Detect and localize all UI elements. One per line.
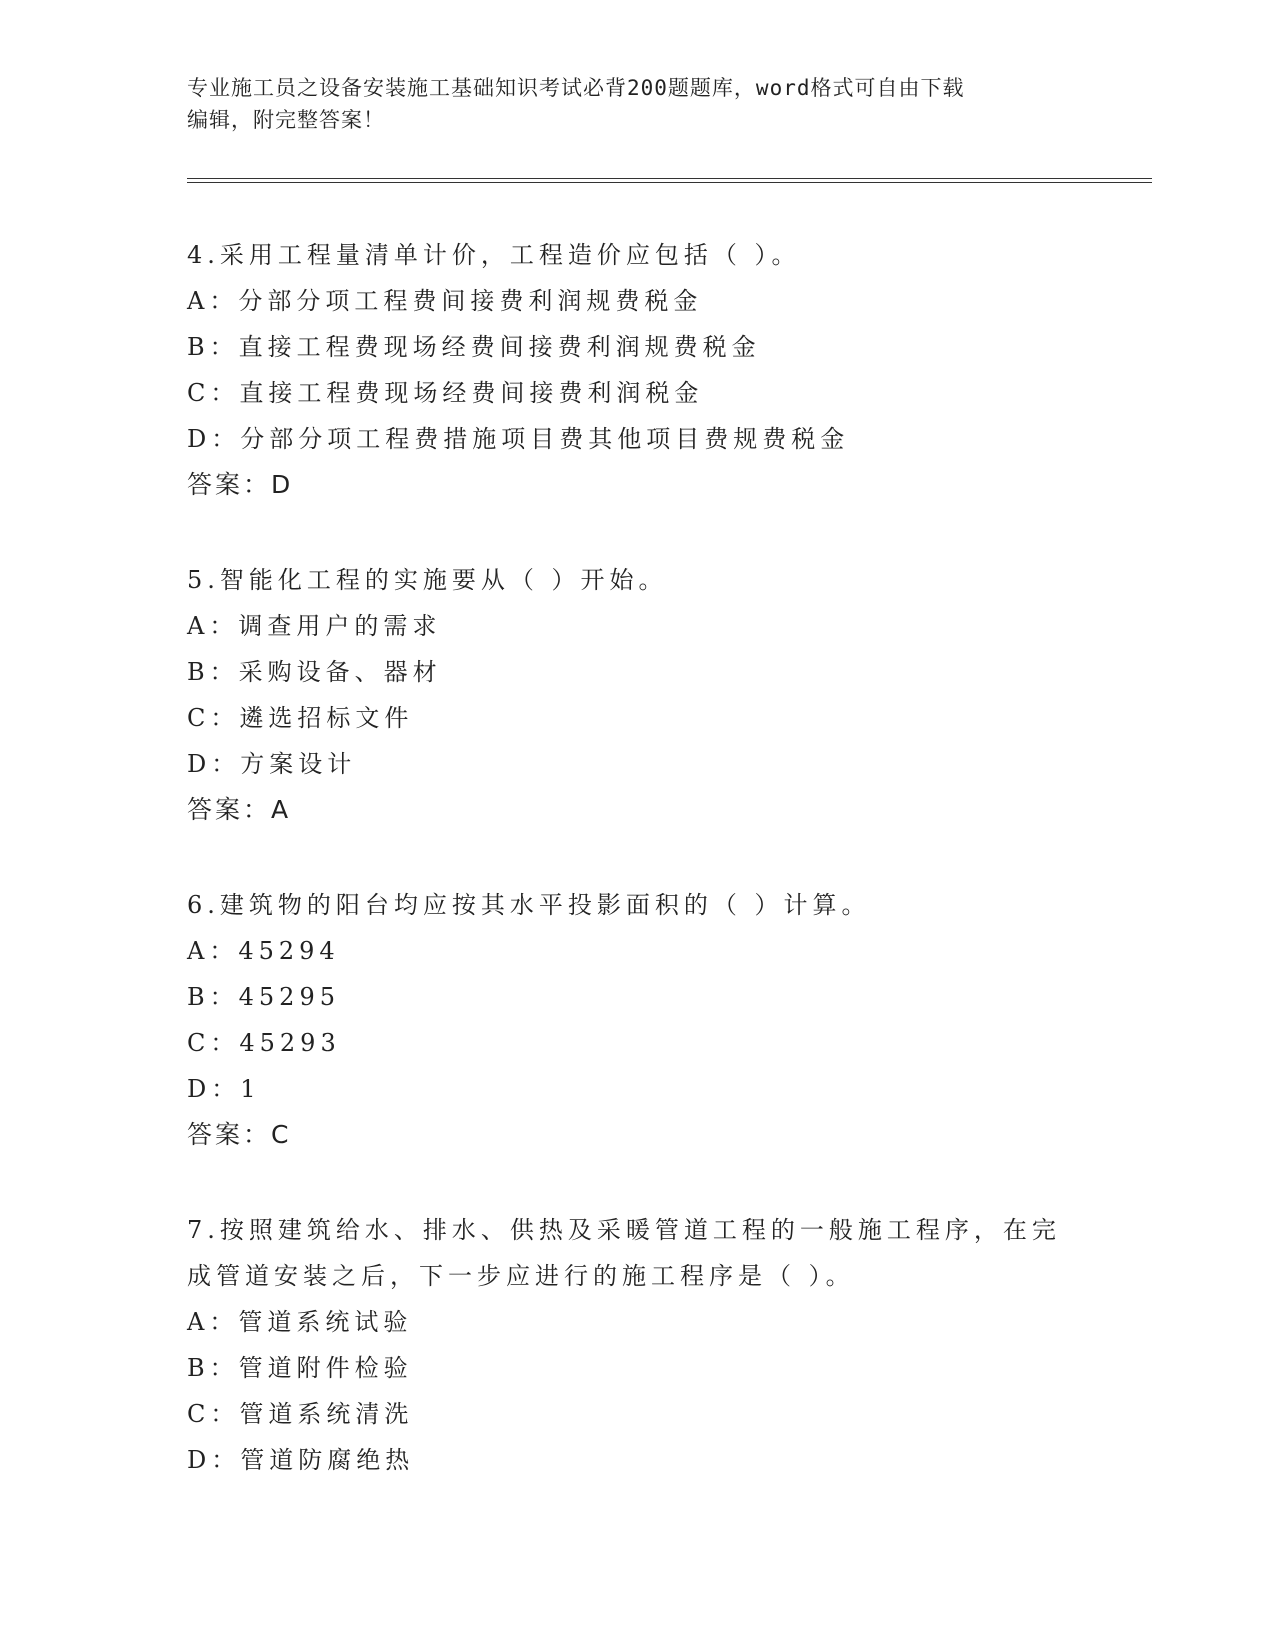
option-a: A：45294 bbox=[187, 937, 340, 965]
option-c: C：遴选招标文件 bbox=[187, 704, 414, 732]
option-c: C：直接工程费现场经费间接费利润税金 bbox=[187, 379, 704, 407]
option-d: D：1 bbox=[187, 1075, 261, 1103]
answer-line: 答案：D bbox=[187, 470, 294, 499]
option-a: A：调查用户的需求 bbox=[187, 612, 442, 640]
option-b: B：采购设备、器材 bbox=[187, 658, 442, 686]
question-stem: 5.智能化工程的实施要从（ ）开始。 bbox=[187, 566, 668, 594]
option-b: B：45295 bbox=[187, 983, 340, 1011]
option-c: C：管道系统清洗 bbox=[187, 1400, 414, 1428]
option-a: A：分部分项工程费间接费利润规费税金 bbox=[187, 287, 703, 315]
header-divider-top bbox=[187, 178, 1152, 179]
question-4 bbox=[187, 232, 1087, 508]
question-stem-line-2: 成管道安装之后，下一步应进行的施工程序是（ ）。 bbox=[187, 1262, 855, 1290]
question-list bbox=[187, 232, 1087, 1532]
question-6 bbox=[187, 882, 1087, 1158]
option-b: B：直接工程费现场经费间接费利润规费税金 bbox=[187, 333, 761, 361]
answer-line: 答案：C bbox=[187, 1120, 292, 1149]
option-c: C：45293 bbox=[187, 1029, 341, 1057]
question-stem-line-1: 7.按照建筑给水、排水、供热及采暖管道工程的一般施工程序，在完 bbox=[187, 1216, 1061, 1244]
question-7 bbox=[187, 1207, 1087, 1483]
option-b: B：管道附件检验 bbox=[187, 1354, 413, 1382]
question-5 bbox=[187, 557, 1087, 833]
option-d: D：方案设计 bbox=[187, 750, 357, 778]
option-a: A：管道系统试验 bbox=[187, 1308, 413, 1336]
answer-line: 答案：A bbox=[187, 795, 292, 824]
question-stem: 4.采用工程量清单计价，工程造价应包括（ ）。 bbox=[187, 241, 801, 269]
option-d: D：管道防腐绝热 bbox=[187, 1446, 415, 1474]
header-title-line-1: 专业施工员之设备安装施工基础知识考试必背200题题库，word格式可自由下载 bbox=[187, 76, 965, 100]
header-divider-bottom bbox=[187, 182, 1152, 183]
document-header bbox=[187, 72, 1067, 136]
question-stem: 6.建筑物的阳台均应按其水平投影面积的（ ）计算。 bbox=[187, 891, 871, 919]
option-d: D：分部分项工程费措施项目费其他项目费规费税金 bbox=[187, 425, 850, 453]
header-title-line-2: 编辑，附完整答案！ bbox=[187, 108, 385, 132]
